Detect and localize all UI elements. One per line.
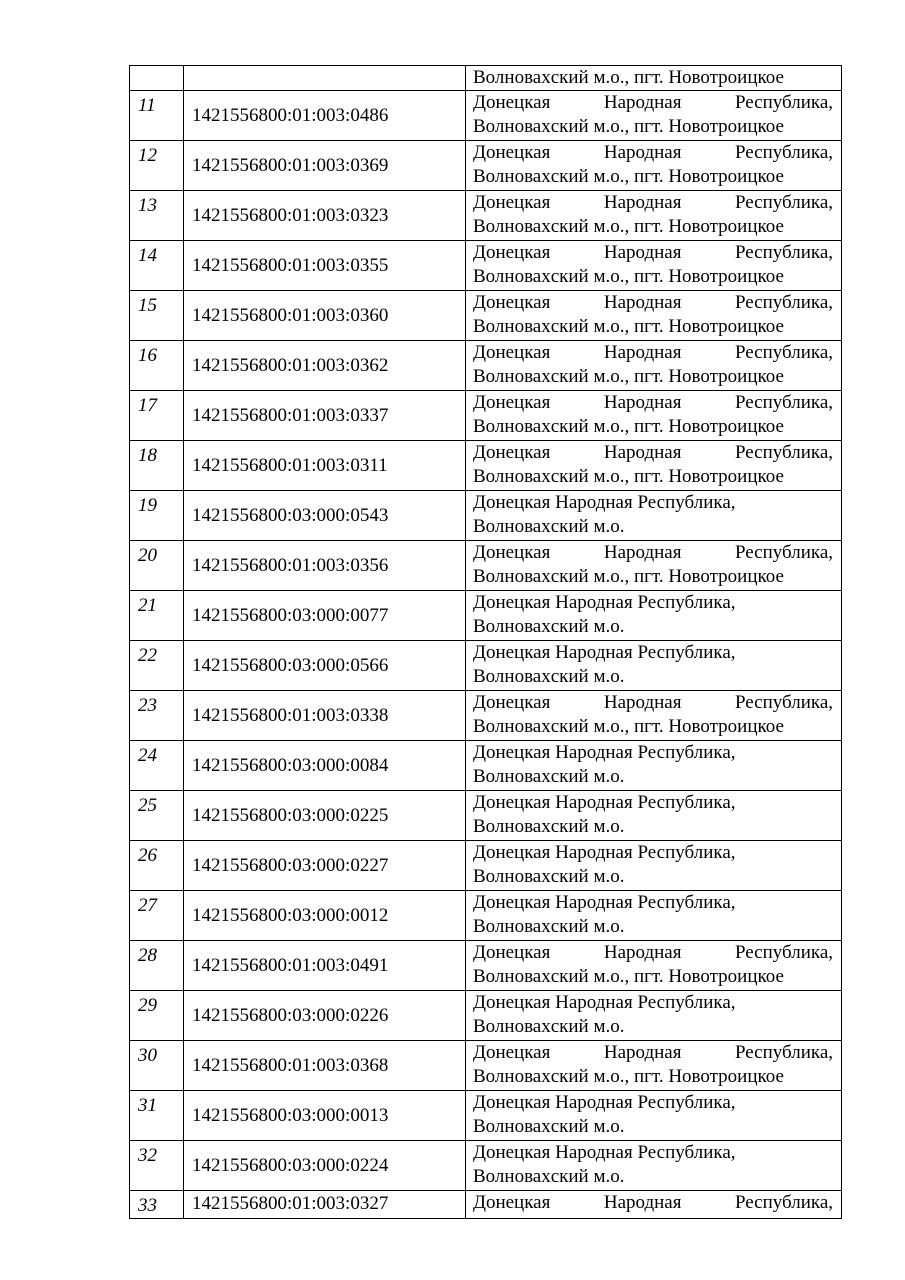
address-line bbox=[473, 141, 833, 165]
cadastral-number: 1421556800:01:003:0491 bbox=[184, 941, 466, 991]
row-number: 14 bbox=[130, 241, 184, 291]
row-number: 28 bbox=[130, 941, 184, 991]
address-line: Волноваxский м.о., пгт. Новотроицкое bbox=[473, 466, 784, 487]
address-line bbox=[473, 541, 833, 565]
table-row bbox=[130, 341, 842, 391]
address-word: Республика, bbox=[734, 92, 833, 113]
table-row bbox=[130, 641, 842, 691]
address-word: Республика, bbox=[734, 142, 833, 163]
address-line: Волноваxский м.о. bbox=[473, 616, 625, 637]
address-word: Народная bbox=[603, 942, 682, 963]
land-parcels-table bbox=[129, 65, 842, 1219]
address-line: Волноваxский м.о. bbox=[473, 1116, 625, 1137]
row-number: 23 bbox=[130, 691, 184, 741]
cadastral-number: 1421556800:01:003:0486 bbox=[184, 91, 466, 141]
address-word: Республика, bbox=[734, 392, 833, 413]
address-line: Волноваxский м.о. bbox=[473, 516, 625, 537]
cadastral-number: 1421556800:01:003:0323 bbox=[184, 191, 466, 241]
address-word: Донецкая bbox=[473, 942, 551, 963]
table-row bbox=[130, 691, 842, 741]
table-row bbox=[130, 391, 842, 441]
table-row bbox=[130, 491, 842, 541]
parcel-address bbox=[466, 641, 842, 691]
address-line bbox=[473, 1041, 833, 1065]
address-word: Республика, bbox=[734, 442, 833, 463]
address-line: Донецкая Народная Республика, bbox=[473, 1092, 736, 1113]
parcel-address bbox=[466, 191, 842, 241]
cadastral-number: 1421556800:01:003:0362 bbox=[184, 341, 466, 391]
cadastral-number: 1421556800:01:003:0356 bbox=[184, 541, 466, 591]
row-number: 26 bbox=[130, 841, 184, 891]
address-word: Донецкая bbox=[473, 242, 551, 263]
parcel-address bbox=[466, 541, 842, 591]
address-line: Донецкая Народная Республика, bbox=[473, 592, 736, 613]
parcel-address bbox=[466, 591, 842, 641]
address-line: Донецкая Народная Республика, bbox=[473, 642, 736, 663]
address-line bbox=[473, 691, 833, 715]
cadastral-number: 1421556800:01:003:0355 bbox=[184, 241, 466, 291]
address-word: Донецкая bbox=[473, 92, 551, 113]
parcel-address bbox=[466, 241, 842, 291]
parcel-address bbox=[466, 1041, 842, 1091]
address-line: Волноваxский м.о. bbox=[473, 766, 625, 787]
cadastral-number: 1421556800:03:000:0084 bbox=[184, 741, 466, 791]
address-word: Республика, bbox=[734, 192, 833, 213]
cadastral-number: 1421556800:01:003:0338 bbox=[184, 691, 466, 741]
parcels-table-body bbox=[130, 66, 842, 1219]
table-row bbox=[130, 891, 842, 941]
address-line: Волноваxский м.о., пгт. Новотроицкое bbox=[473, 216, 784, 237]
row-number: 33 bbox=[130, 1191, 184, 1219]
address-line: Волноваxский м.о., пгт. Новотроицкое bbox=[473, 966, 784, 987]
parcel-address bbox=[466, 1141, 842, 1191]
address-word: Народная bbox=[603, 342, 682, 363]
address-line: Волноваxский м.о. bbox=[473, 916, 625, 937]
table-row bbox=[130, 741, 842, 791]
address-word: Народная bbox=[603, 442, 682, 463]
address-word: Донецкая bbox=[473, 1042, 551, 1063]
address-line: Волноваxский м.о., пгт. Новотроицкое bbox=[473, 416, 784, 437]
row-number: 32 bbox=[130, 1141, 184, 1191]
address-line bbox=[473, 941, 833, 965]
address-word: Республика, bbox=[734, 1042, 833, 1063]
address-word: Донецкая bbox=[473, 292, 551, 313]
cadastral-number: 1421556800:01:003:0311 bbox=[184, 441, 466, 491]
address-word: Донецкая bbox=[473, 442, 551, 463]
address-word: Республика, bbox=[734, 692, 833, 713]
row-number: 11 bbox=[130, 91, 184, 141]
cadastral-number: 1421556800:01:003:0369 bbox=[184, 141, 466, 191]
parcel-address bbox=[466, 66, 842, 91]
address-line: Донецкая Народная Республика, bbox=[473, 842, 736, 863]
address-word: Республика, bbox=[734, 942, 833, 963]
row-number bbox=[130, 66, 184, 91]
table-row bbox=[130, 941, 842, 991]
address-line: Волноваxский м.о. bbox=[473, 866, 625, 887]
cadastral-number: 1421556800:01:003:0360 bbox=[184, 291, 466, 341]
address-line: Волноваxский м.о., пгт. Новотроицкое bbox=[473, 566, 784, 587]
cadastral-number: 1421556800:01:003:0337 bbox=[184, 391, 466, 441]
address-line: Волноваxский м.о., пгт. Новотроицкое bbox=[473, 166, 784, 187]
address-line bbox=[473, 441, 833, 465]
cadastral-number: 1421556800:03:000:0224 bbox=[184, 1141, 466, 1191]
parcel-address bbox=[466, 691, 842, 741]
cadastral-number: 1421556800:03:000:0227 bbox=[184, 841, 466, 891]
address-word: Народная bbox=[603, 242, 682, 263]
address-line: Волноваxский м.о., пгт. Новотроицкое bbox=[473, 366, 784, 387]
address-line: Волноваxский м.о. bbox=[473, 666, 625, 687]
row-number: 18 bbox=[130, 441, 184, 491]
cadastral-number: 1421556800:01:003:0327 bbox=[184, 1191, 466, 1219]
table-row bbox=[130, 1091, 842, 1141]
address-word: Народная bbox=[603, 692, 682, 713]
parcel-address bbox=[466, 91, 842, 141]
address-line bbox=[473, 391, 833, 415]
address-line: Волноваxский м.о. bbox=[473, 816, 625, 837]
parcel-address bbox=[466, 941, 842, 991]
address-word: Донецкая bbox=[473, 342, 551, 363]
table-row bbox=[130, 291, 842, 341]
parcel-address bbox=[466, 741, 842, 791]
row-number: 30 bbox=[130, 1041, 184, 1091]
address-word: Республика, bbox=[734, 1192, 833, 1213]
row-number: 25 bbox=[130, 791, 184, 841]
table-row bbox=[130, 191, 842, 241]
address-line bbox=[473, 91, 833, 115]
table-row bbox=[130, 91, 842, 141]
table-row bbox=[130, 591, 842, 641]
address-word: Народная bbox=[603, 92, 682, 113]
row-number: 19 bbox=[130, 491, 184, 541]
parcel-address bbox=[466, 341, 842, 391]
address-word: Донецкая bbox=[473, 542, 551, 563]
address-line: Донецкая Народная Республика, bbox=[473, 992, 736, 1013]
address-line bbox=[473, 191, 833, 215]
address-line: Волноваxский м.о., пгт. Новотроицкое bbox=[473, 266, 784, 287]
address-word: Народная bbox=[603, 1042, 682, 1063]
cadastral-number: 1421556800:03:000:0543 bbox=[184, 491, 466, 541]
row-number: 22 bbox=[130, 641, 184, 691]
row-number: 20 bbox=[130, 541, 184, 591]
address-line bbox=[473, 341, 833, 365]
address-line: Волноваxский м.о., пгт. Новотроицкое bbox=[473, 1066, 784, 1087]
row-number: 13 bbox=[130, 191, 184, 241]
address-word: Народная bbox=[603, 292, 682, 313]
address-line: Донецкая Народная Республика, bbox=[473, 742, 736, 763]
table-row bbox=[130, 1141, 842, 1191]
parcel-address bbox=[466, 491, 842, 541]
cadastral-number: 1421556800:03:000:0077 bbox=[184, 591, 466, 641]
table-row bbox=[130, 841, 842, 891]
address-line bbox=[473, 291, 833, 315]
cadastral-number: 1421556800:03:000:0225 bbox=[184, 791, 466, 841]
row-number: 12 bbox=[130, 141, 184, 191]
row-number: 15 bbox=[130, 291, 184, 341]
address-word: Народная bbox=[603, 142, 682, 163]
address-line: Волноваxский м.о. bbox=[473, 1166, 625, 1187]
table-row bbox=[130, 991, 842, 1041]
parcel-address bbox=[466, 841, 842, 891]
address-word: Республика, bbox=[734, 292, 833, 313]
table-row bbox=[130, 791, 842, 841]
parcel-address bbox=[466, 441, 842, 491]
address-word: Донецкая bbox=[473, 1192, 551, 1213]
row-number: 24 bbox=[130, 741, 184, 791]
row-number: 29 bbox=[130, 991, 184, 1041]
table-row bbox=[130, 1041, 842, 1091]
cadastral-number: 1421556800:03:000:0566 bbox=[184, 641, 466, 691]
table-row bbox=[130, 66, 842, 91]
parcel-address bbox=[466, 991, 842, 1041]
parcel-address bbox=[466, 791, 842, 841]
parcel-address bbox=[466, 391, 842, 441]
address-word: Республика, bbox=[734, 342, 833, 363]
address-line bbox=[473, 241, 833, 265]
row-number: 16 bbox=[130, 341, 184, 391]
address-line: Волноваxский м.о. bbox=[473, 1016, 625, 1037]
parcel-address bbox=[466, 141, 842, 191]
table-row bbox=[130, 241, 842, 291]
table-row bbox=[130, 541, 842, 591]
row-number: 31 bbox=[130, 1091, 184, 1141]
cadastral-number bbox=[184, 66, 466, 91]
cadastral-number: 1421556800:03:000:0226 bbox=[184, 991, 466, 1041]
address-word: Донецкая bbox=[473, 692, 551, 713]
address-line: Волноваxский м.о., пгт. Новотроицкое bbox=[473, 67, 784, 88]
parcel-address bbox=[466, 291, 842, 341]
address-word: Донецкая bbox=[473, 142, 551, 163]
address-line: Донецкая Народная Республика, bbox=[473, 892, 736, 913]
cadastral-number: 1421556800:03:000:0013 bbox=[184, 1091, 466, 1141]
table-row bbox=[130, 441, 842, 491]
address-line: Волноваxский м.о., пгт. Новотроицкое bbox=[473, 316, 784, 337]
address-line: Волноваxский м.о., пгт. Новотроицкое bbox=[473, 116, 784, 137]
address-word: Республика, bbox=[734, 242, 833, 263]
address-word: Донецкая bbox=[473, 192, 551, 213]
address-word: Народная bbox=[603, 542, 682, 563]
address-line bbox=[473, 1191, 833, 1215]
address-line: Донецкая Народная Республика, bbox=[473, 1142, 736, 1163]
address-line: Донецкая Народная Республика, bbox=[473, 792, 736, 813]
row-number: 27 bbox=[130, 891, 184, 941]
address-word: Республика, bbox=[734, 542, 833, 563]
row-number: 21 bbox=[130, 591, 184, 641]
address-word: Народная bbox=[603, 392, 682, 413]
row-number: 17 bbox=[130, 391, 184, 441]
address-word: Народная bbox=[603, 1192, 682, 1213]
address-word: Донецкая bbox=[473, 392, 551, 413]
table-row bbox=[130, 1191, 842, 1219]
table-row bbox=[130, 141, 842, 191]
address-line: Волноваxский м.о., пгт. Новотроицкое bbox=[473, 716, 784, 737]
parcel-address bbox=[466, 1091, 842, 1141]
address-word: Народная bbox=[603, 192, 682, 213]
cadastral-number: 1421556800:01:003:0368 bbox=[184, 1041, 466, 1091]
parcel-address bbox=[466, 1191, 842, 1219]
cadastral-number: 1421556800:03:000:0012 bbox=[184, 891, 466, 941]
address-line: Донецкая Народная Республика, bbox=[473, 492, 736, 513]
parcel-address bbox=[466, 891, 842, 941]
